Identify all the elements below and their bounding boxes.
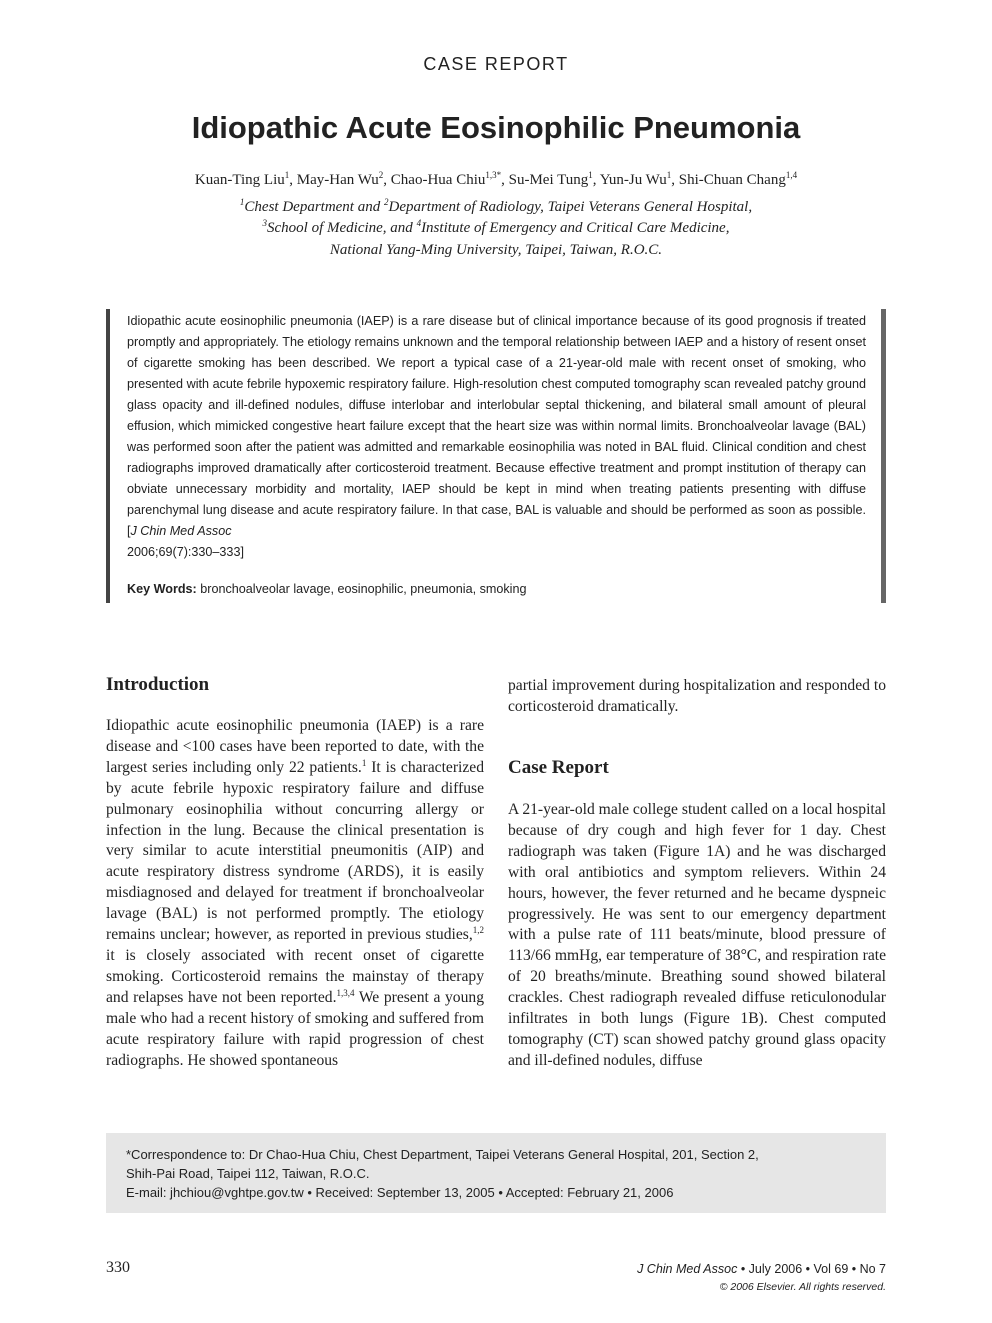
author-list: Kuan-Ting Liu$^1$, May-Han Wu$^2$, Chao-Hua Chiu$^{1,3*}$, Su-Mei Tung$^1$, Yun-Ju Wu$^1$, Shi-Chuan Chang$^{1,4}$	[194, 170, 798, 188]
abstract-box	[106, 309, 886, 603]
case-report-text: A 21-year-old male college student called on a local hospital because of dry cough and high fever for 1 day. Chest radiograph was taken (Figure 1A) and he was discharged with oral antibiotics and symptom relievers. Within 24 hours, however, the fever returned and he became dyspneic progressively. He was sent to our emergency department with a pulse rate of 111 beats/minute, blood pressure of 113/66 mmHg, ear temperature of 38°C, and respiration rate of 20 breaths/minute. Breathing sound showed bilateral crackles. Chest radiograph revealed diffuse reticulonodular infiltrates in both lungs (Figure 1B). Chest computed tomography (CT) scan showed patchy ground glass opacity and ill-defined nodules, diffuse	[508, 801, 886, 1069]
introduction-heading: Introduction	[106, 674, 210, 695]
author-name: Yun-Ju Wu	[599, 172, 667, 188]
correspondence-line: Shih-Pai Road, Taipei 112, Taiwan, R.O.C.	[126, 1166, 370, 1181]
journal-info: J Chin Med Assoc • July 2006 • Vol 69 • No 7	[637, 1262, 886, 1276]
introduction-continued: partial improvement during hospitalization and responded to corticosteroid dramatically.	[508, 677, 886, 715]
correspondence-line: E-mail: jhchiou@vghtpe.gov.tw • Received: September 13, 2005 • Accepted: February 21, 2006	[126, 1185, 674, 1200]
author-name: Kuan-Ting Liu	[194, 172, 285, 188]
copyright: © 2006 Elsevier. All rights reserved.	[719, 1281, 886, 1293]
abstract-right-rule	[881, 309, 886, 603]
abstract-text: Idiopathic acute eosinophilic pneumonia (IAEP) is a rare disease but of clinical importance because of its good prognosis if treated promptly and appropriately. The etiology remains unknown and the temporal relationship between IAEP and a history of resent onset of cigarette smoking has been described. We report a typical case of a 21-year-old male with recent onset of smoking, who presented with acute febrile hypoxemic respiratory failure. High-resolution chest computed tomography scan revealed patchy ground glass opacity and ill-defined nodules, diffuse interlobar and interlobular septal thickening, and bilateral small amount of pleural effusion, which mimicked congestive heart failure except that the heart size was within normal limits. Bronchoalveolar lavage (BAL) was performed soon after the patient was admitted and remarkable eosinophilia was noted in BAL fluid. Clinical condition and chest radiographs improved dramatically after corticosteroid treatment. Because effective treatment and prompt institution of therapy can obviate unnecessary morbidity and mortality, IAEP should be kept in mind when treating patients presenting with diffuse parenchymal lung disease and acute respiratory failure. In that case, BAL is valuable and should be performed as soon as possible. [J Chin Med Assoc 2006;69(7):330–333]	[127, 314, 866, 559]
correspondence-line: *Correspondence to: Dr Chao-Hua Chiu, Chest Department, Taipei Veterans General Hospital, 201, Section 2,	[126, 1147, 759, 1162]
author-name: Shi-Chuan Chang	[678, 172, 786, 188]
affiliation-line: $^1$Chest Department and $^2$Department of Radiology, Taipei Veterans General Hospital,	[239, 197, 753, 215]
page-number: 330	[106, 1259, 130, 1276]
introduction-text: Idiopathic acute eosinophilic pneumonia (IAEP) is a rare disease and <100 cases have been reported to date, with the largest series including only 22 patients.$^1$ It is characterized by acute febrile hypoxic respiratory failure and diffuse pulmonary eosinophilia without concurring allergy or infection in the lung. Because the clinical presentation is very similar to acute interstitial pneumonitis (AIP) and acute respiratory distress syndrome (ARDS), it is easily misdiagnosed and delayed for treatment if bronchoalveolar lavage (BAL) is not performed promptly. The etiology remains unclear; however, as reported in previous studies,$^{1,2}$ it is closely associated with recent onset of cigarette smoking. Corticosteroid remains the mainstay of therapy and relapses have not been reported.$^{1,3,4}$ We present a young male who had a recent history of smoking and suffered from acute respiratory failure with rapid progression of chest radiographs. He showed spontaneous	[106, 717, 484, 1069]
keywords: Key Words: bronchoalveolar lavage, eosinophilic, pneumonia, smoking	[127, 582, 527, 596]
author-name: May-Han Wu	[296, 172, 379, 188]
author-name: Chao-Hua Chiu	[390, 172, 486, 188]
case-report-heading: Case Report	[508, 757, 609, 778]
correspondence-box	[106, 1133, 886, 1213]
abstract-left-rule	[106, 309, 110, 603]
section-label: CASE REPORT	[423, 54, 569, 74]
affiliation-line: $^3$School of Medicine, and $^4$Institute of Emergency and Critical Care Medicine,	[262, 218, 730, 236]
affiliation-line: National Yang-Ming University, Taipei, Taiwan, R.O.C.	[329, 242, 663, 258]
article-title: Idiopathic Acute Eosinophilic Pneumonia	[191, 110, 801, 145]
author-name: Su-Mei Tung	[508, 172, 589, 188]
